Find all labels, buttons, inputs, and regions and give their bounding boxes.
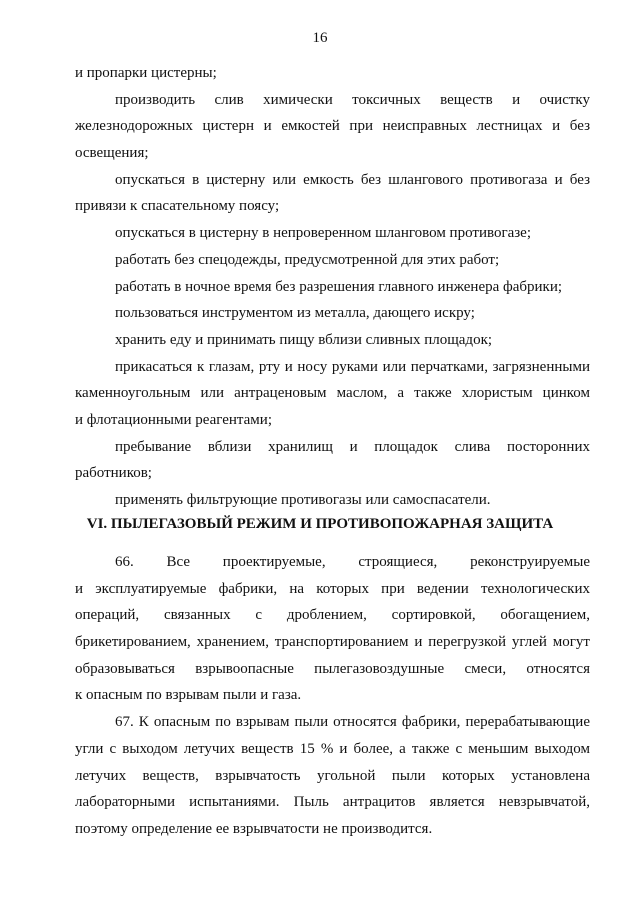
text-line: работать без спецодежды, предусмотренной для этих работ;	[115, 251, 500, 268]
text-line: поэтому определение ее взрывчатости не производится.	[75, 820, 433, 837]
text-line: и пропарки цистерны;	[75, 65, 217, 81]
text-line: 66. Все проектируемые, строящиеся, реконструируемые	[115, 554, 590, 570]
page-number: 16	[312, 30, 328, 46]
text-line: прикасаться к глазам, рту и носу руками или перчатками, загрязненными	[115, 358, 590, 375]
text-line: железнодорожных цистерн и емкостей при неисправных лестницах и без	[75, 118, 590, 135]
text-line: к опасным по взрывам пыли и газа.	[75, 687, 302, 704]
text-line: хранить еду и принимать пищу вблизи сливных площадок;	[115, 331, 493, 348]
text-line: опускаться в цистерну в непроверенном шланговом противогазе;	[115, 225, 532, 242]
section-heading: VI. ПЫЛЕГАЗОВЫЙ РЕЖИМ И ПРОТИВОПОЖАРНАЯ ЗАЩИТА	[86, 516, 554, 532]
safety-rules-list	[75, 60, 590, 514]
text-line: пребывание вблизи хранилищ и площадок слива посторонних	[115, 438, 590, 455]
text-line: работать в ночное время без разрешения главного инженера фабрики;	[115, 278, 563, 295]
text-line: работников;	[75, 465, 152, 482]
text-line: освещения;	[75, 145, 149, 162]
text-line: производить слив химически токсичных веществ и очистку	[115, 91, 590, 108]
text-line: 67. К опасным по взрывам пыли относятся фабрики, перерабатывающие	[115, 714, 590, 731]
text-line: операций, связанных с дроблением, сортировкой, обогащением,	[75, 607, 590, 624]
section-paragraphs	[75, 549, 590, 843]
text-line: опускаться в цистерну или емкость без шлангового противогаза и без	[115, 171, 590, 188]
text-line: привязи к спасательному поясу;	[75, 198, 280, 215]
text-line: летучих веществ, взрывчатость угольной пыли которых установлена	[75, 767, 590, 784]
text-line: пользоваться инструментом из металла, дающего искру;	[115, 305, 475, 322]
text-line: брикетированием, хранением, транспортированием и перегрузкой углей могут	[75, 634, 590, 651]
text-line: угли с выходом летучих веществ 15 % и более, а также с меньшим выходом	[75, 740, 590, 757]
text-line: и эксплуатируемые фабрики, на которых при ведении технологических	[75, 580, 590, 597]
text-line: лабораторными испытаниями. Пыль антрацитов является невзрывчатой,	[75, 794, 590, 811]
text-line: применять фильтрующие противогазы или самоспасатели.	[115, 492, 491, 508]
text-line: образовываться взрывоопасные пылегазовоздушные смеси, относятся	[75, 660, 590, 677]
text-line: каменноугольным или антраценовым маслом, а также хлористым цинком	[75, 385, 590, 402]
text-line: и флотационными реагентами;	[75, 411, 272, 428]
